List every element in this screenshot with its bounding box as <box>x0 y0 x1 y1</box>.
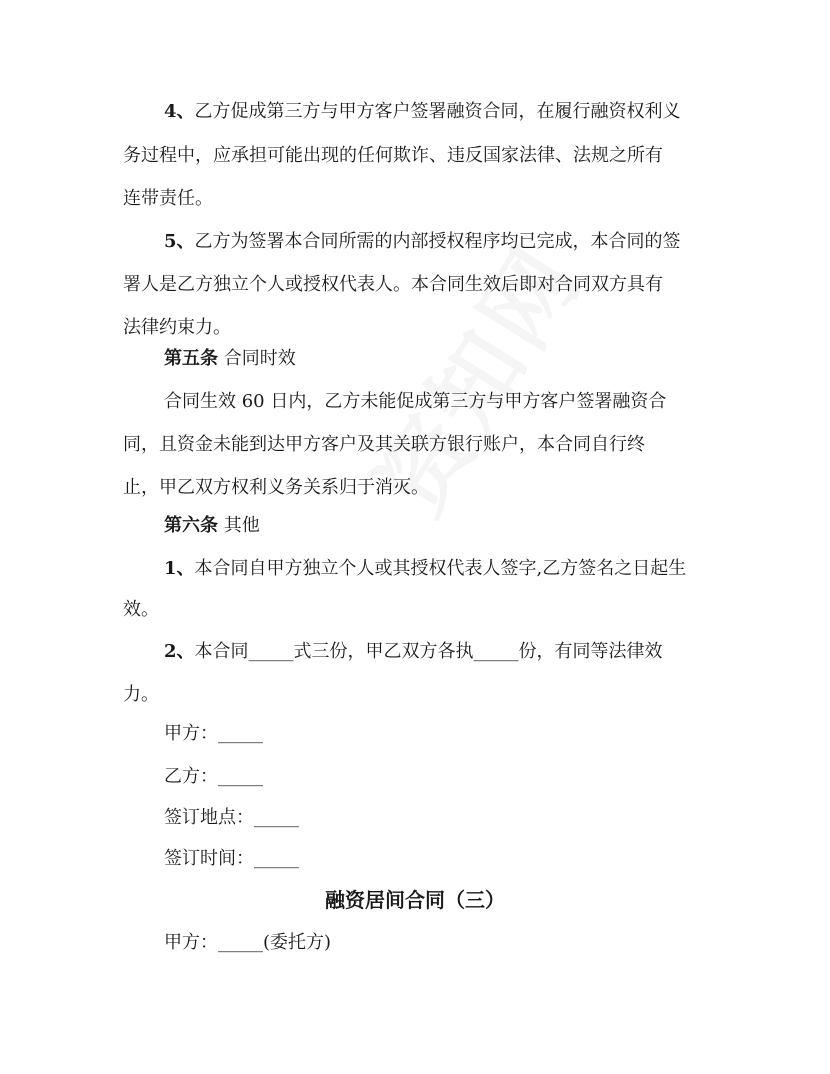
article-5-label: 第五条 <box>164 348 218 369</box>
article-6-item-2-line-1 <box>164 640 663 664</box>
article-6-item-2-number: 2、 <box>164 641 195 662</box>
item-4-number: 4、 <box>164 101 195 122</box>
article-6-item-1-text-1: 本合同自甲方独立个人或其授权代表人签字,乙方签名之日起生 <box>194 558 687 579</box>
article-6-heading <box>164 514 260 538</box>
article-5-line-1: 合同生效 60 日内，乙方未能促成第三方与甲方客户签署融资合 <box>164 391 667 412</box>
signature-party-b: 乙方：_____ <box>164 766 263 787</box>
next-contract-party-a: 甲方：_____(委托方) <box>164 932 332 953</box>
signature-time: 签订时间：_____ <box>164 848 299 869</box>
signature-party-a: 甲方：_____ <box>164 723 263 744</box>
article-6-title: 其他 <box>218 515 260 536</box>
item-4-line-1 <box>164 100 681 124</box>
next-contract-title: 融资居间合同（三） <box>325 888 505 912</box>
article-5-line-2: 同，且资金未能到达甲方客户及其关联方银行账户，本合同自行终 <box>123 434 645 455</box>
signature-place: 签订地点：_____ <box>164 807 299 828</box>
article-5-line-3: 止，甲乙双方权利义务关系归于消灭。 <box>123 477 429 498</box>
item-5-line-2: 署人是乙方独立个人或授权代表人。本合同生效后即对合同双方具有 <box>123 274 663 295</box>
article-6-item-2-text-1: 本合同_____式三份，甲乙双方各执_____份，有同等法律效 <box>194 641 663 662</box>
watermark <box>324 205 636 555</box>
item-5-line-3: 法律约束力。 <box>123 317 231 338</box>
item-5-number: 5、 <box>164 231 195 252</box>
article-6-item-1-line-1 <box>164 557 686 581</box>
article-6-item-1-number: 1、 <box>164 558 195 579</box>
article-5-title: 合同时效 <box>218 348 296 369</box>
item-5-text-1: 乙方为签署本合同所需的内部授权程序均已完成，本合同的签 <box>194 231 681 252</box>
item-4-text-1: 乙方促成第三方与甲方客户签署融资合同，在履行融资权利义 <box>194 101 681 122</box>
article-6-item-1-line-2: 效。 <box>123 599 159 620</box>
article-6-label: 第六条 <box>164 515 218 536</box>
item-4-line-2: 务过程中，应承担可能出现的任何欺诈、违反国家法律、法规之所有 <box>123 145 663 166</box>
item-4-line-3: 连带责任。 <box>123 188 213 209</box>
item-5-line-1 <box>164 230 681 254</box>
article-6-item-2-line-2: 力。 <box>123 684 159 705</box>
article-5-heading <box>164 347 296 371</box>
